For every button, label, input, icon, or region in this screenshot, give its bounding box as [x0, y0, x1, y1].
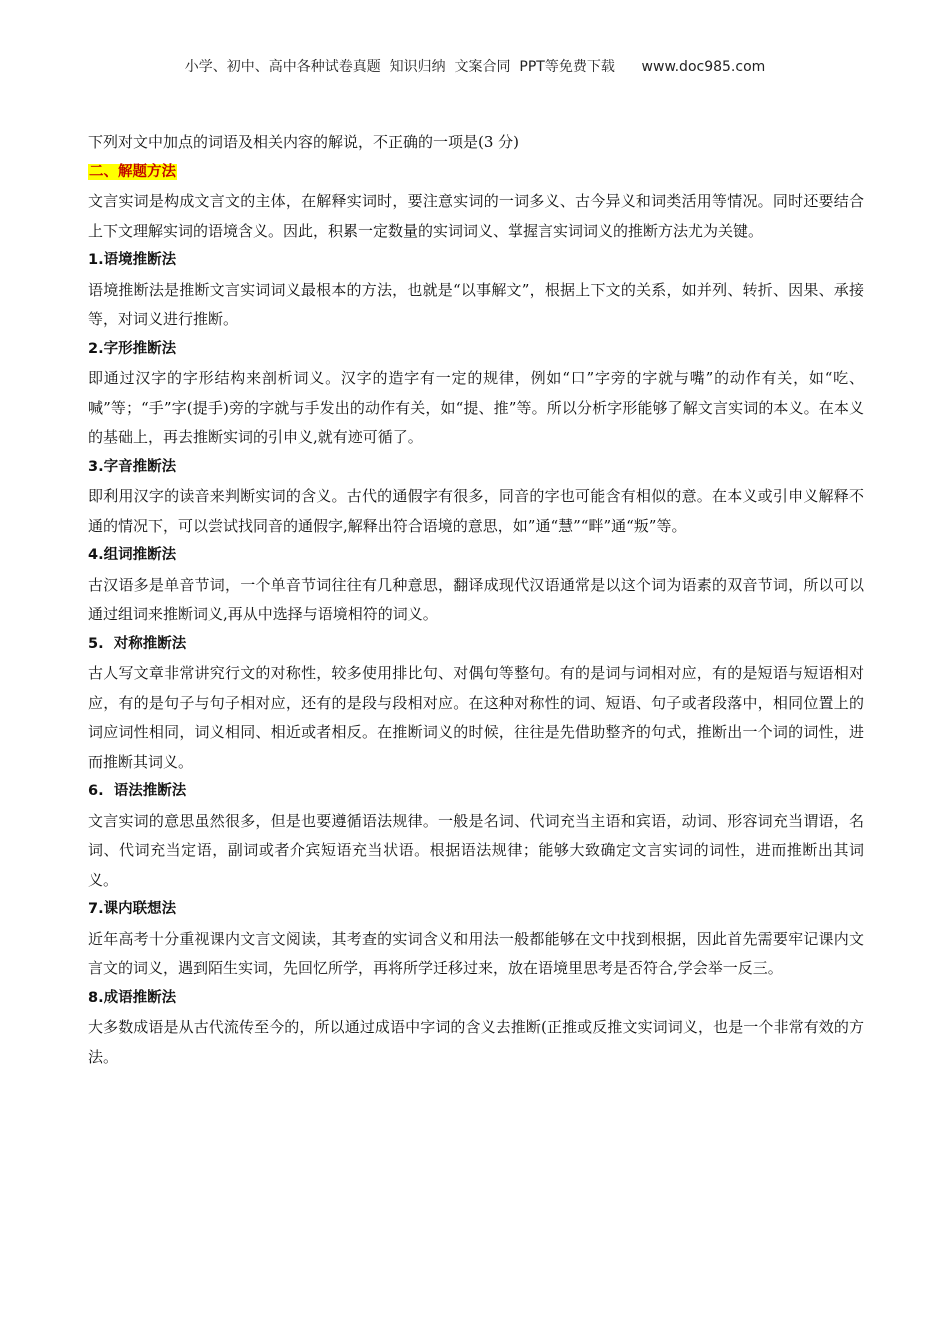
- method-title-6: 6. 语法推断法: [88, 783, 187, 799]
- method-body-3: 即利用汉字的读音来判断实词的含义。古代的通假字有很多，同音的字也可能含有相似的意。在本义或引申义解释不通的情况下，可以尝试找同音的通假字,解释出符合语境的意思，如”通“慧”“畔”通“叛”等。: [88, 487, 864, 535]
- method-title-7: 7.课内联想法: [88, 901, 177, 917]
- question-line: 下列对文中加点的词语及相关内容的解说，不正确的一项是(3 分): [88, 133, 520, 151]
- method-body-5: 古人写文章非常讲究行文的对称性，较多使用排比句、对偶句等整句。有的是词与词相对应，有的是短语与短语相对应，有的是句子与句子相对应，还有的是段与段相对应。在这种对称性的词、短语、句子或者段落中，相同位置上的词应词性相同，词义相同、相近或者相反。在推断词义的时候，往往是先借助整齐的句式，推断出一个词的词性，进而推断其词义。: [88, 664, 864, 771]
- method-body-1: 语境推断法是推断文言实词词义最根本的方法，也就是“以事解文”，根据上下文的关系，如并列、转折、因果、承接等，对词义进行推断。: [88, 280, 864, 328]
- method-body-7: 近年高考十分重视课内文言文阅读，其考查的实词含义和用法一般都能够在文中找到根据，因此首先需要牢记课内文言文的词义，遇到陌生实词，先回忆所学，再将所学迁移过来，放在语境里思考是否符合,学会举一反三。: [88, 929, 864, 977]
- method-title-5: 5. 对称推断法: [88, 635, 187, 652]
- method-title-2: 2.字形推断法: [88, 340, 177, 357]
- method-body-4: 古汉语多是单音节词，一个单音节词往往有几种意思，翻译成现代汉语通常是以这个词为语素的双音节词，所以可以通过组词来推断词义,再从中选择与语境相符的词义。: [88, 575, 864, 623]
- method-title-3: 3.字音推断法: [88, 458, 177, 475]
- method-body-8: 大多数成语是从古代流传至今的，所以通过成语中字词的含义去推断(正推或反推文实词词义，也是一个非常有效的方法。: [88, 1018, 864, 1066]
- section-title: [88, 158, 864, 188]
- page-header: 小学、初中、高中各种试卷真题 知识归纳 文案合同 PPT等免费下载 www.doc985.com: [184, 59, 766, 75]
- method-body-2: 即通过汉字的字形结构来剖析词义。汉字的造字有一定的规律，例如“口”字旁的字就与嘴”的动作有关，如“吃、喊”等；“手”字(提手)旁的字就与手发出的动作有关，如“提、推”等。所以分析字形能够了解文言实词的本义。在本义的基础上，再去推断实词的引申义,就有迹可循了。: [88, 369, 864, 446]
- section-title-highlight: 二、解题方法: [89, 163, 176, 180]
- intro-paragraph: 文言实词是构成文言文的主体，在解释实词时，要注意实词的一词多义、古今异义和词类活用等情况。同时还要结合上下文理解实词的语境含义。因此，积累一定数量的实词词义、掌握言实词词义的推断方法尤为关键。: [88, 192, 864, 240]
- document-body: [88, 128, 864, 1072]
- method-title-8: 8.成语推断法: [88, 989, 177, 1006]
- method-title-1: 1.语境推断法: [88, 252, 177, 268]
- method-title-4: 4.组词推断法: [88, 547, 177, 563]
- method-body-6: 文言实词的意思虽然很多，但是也要遵循语法规律。一般是名词、代词充当主语和宾语，动词、形容词充当谓语，名词、代词充当定语，副词或者介宾短语充当状语。根据语法规律；能够大致确定文言实词的词性，进而推断出其词义。: [88, 811, 864, 889]
